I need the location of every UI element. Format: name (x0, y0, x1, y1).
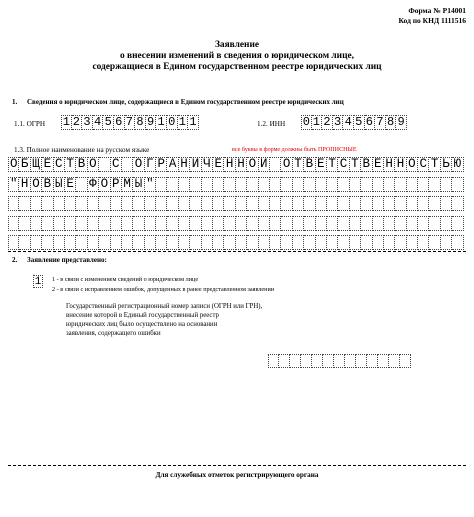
footer-divider (8, 465, 466, 466)
full-name-cell[interactable]: И (190, 157, 201, 172)
full-name-cell[interactable] (8, 196, 19, 211)
full-name-cell[interactable] (19, 196, 30, 211)
full-name-cell[interactable]: Г (145, 157, 156, 172)
full-name-cell[interactable] (19, 235, 30, 250)
grn-cell[interactable] (334, 354, 345, 368)
inn-cell[interactable]: 8 (386, 115, 397, 130)
full-name-cell[interactable] (179, 216, 190, 231)
inn-cell[interactable]: 6 (365, 115, 376, 130)
inn-cell[interactable]: 0 (302, 115, 310, 129)
full-name-cell[interactable] (350, 216, 361, 231)
full-name-cell[interactable] (316, 177, 327, 192)
grn-cell[interactable] (400, 354, 411, 368)
section1-heading: Сведения о юридическом лице, содержащиеся в Едином государственном реестре юридических лиц (27, 98, 344, 106)
section1-divider (8, 251, 466, 252)
full-name-cell[interactable] (350, 196, 361, 211)
full-name-cell[interactable] (395, 196, 406, 211)
full-name-cell[interactable]: Р (111, 177, 122, 192)
full-name-cell[interactable] (167, 216, 178, 231)
grn-text-line-4: заявления, содержащего ошибки (66, 330, 161, 337)
full-name-cell[interactable] (65, 196, 76, 211)
full-name-cell[interactable] (8, 235, 19, 250)
inn-field[interactable] (301, 115, 407, 130)
full-name-cell[interactable] (327, 235, 338, 250)
full-name-cell[interactable] (281, 216, 292, 231)
full-name-cell[interactable] (122, 157, 133, 172)
full-name-cell[interactable] (270, 216, 281, 231)
full-name-cell[interactable] (247, 177, 258, 192)
full-name-cell[interactable]: " (9, 176, 18, 191)
full-name-cell[interactable]: Е (42, 157, 53, 172)
full-name-cell[interactable] (190, 177, 201, 192)
full-name-cell[interactable]: Н (384, 157, 395, 172)
full-name-cell[interactable] (270, 235, 281, 250)
full-name-cell[interactable] (338, 177, 349, 192)
ogrn-cell[interactable]: 2 (72, 115, 83, 130)
full-name-cell[interactable] (99, 216, 110, 231)
full-name-cell[interactable] (111, 216, 122, 231)
ogrn-cell[interactable]: 6 (114, 115, 125, 130)
full-name-cell[interactable] (65, 235, 76, 250)
grn-text-line-3: юридических лиц было осуществлено на основании (66, 321, 218, 328)
full-name-cell[interactable]: С (418, 157, 429, 172)
full-name-cell[interactable] (304, 235, 315, 250)
full-name-cell[interactable] (8, 216, 19, 231)
full-name-cell[interactable]: Ы (133, 177, 144, 192)
full-name-cell[interactable] (281, 235, 292, 250)
full-name-cell[interactable] (88, 196, 99, 211)
full-name-cell[interactable] (293, 177, 304, 192)
full-name-cell[interactable] (122, 235, 133, 250)
full-name-cell[interactable] (167, 196, 178, 211)
full-name-cell[interactable] (373, 177, 384, 192)
ogrn-cell[interactable]: 9 (146, 115, 157, 130)
full-name-cell[interactable] (452, 196, 463, 211)
grn-cell[interactable] (312, 354, 323, 368)
full-name-cell[interactable] (99, 196, 110, 211)
full-name-row[interactable] (8, 177, 464, 192)
full-name-cell[interactable] (224, 196, 235, 211)
full-name-cell[interactable] (452, 235, 463, 250)
full-name-cell[interactable]: Н (395, 157, 406, 172)
full-name-cell[interactable] (384, 196, 395, 211)
full-name-cell[interactable] (361, 196, 372, 211)
full-name-cell[interactable] (338, 235, 349, 250)
full-name-cell[interactable] (429, 177, 440, 192)
grn-cell[interactable] (389, 354, 400, 368)
full-name-cell[interactable] (384, 177, 395, 192)
full-name-cell[interactable] (327, 216, 338, 231)
full-name-cell[interactable] (42, 196, 53, 211)
full-name-cell[interactable] (384, 216, 395, 231)
inn-cell[interactable]: 9 (396, 115, 407, 130)
full-name-cell[interactable] (236, 216, 247, 231)
full-name-cell[interactable] (31, 216, 42, 231)
full-name-cell[interactable] (224, 216, 235, 231)
full-name-cell[interactable] (88, 235, 99, 250)
full-name-cell[interactable] (213, 177, 224, 192)
full-name-cell[interactable] (236, 235, 247, 250)
full-name-cell[interactable] (361, 235, 372, 250)
full-name-cell[interactable] (441, 216, 452, 231)
full-name-cell[interactable] (145, 216, 156, 231)
full-name-cell[interactable]: Р (156, 157, 167, 172)
full-name-cell[interactable] (247, 235, 258, 250)
full-name-cell[interactable]: О (407, 157, 418, 172)
service-note: Для служебных отметок регистрирующего органа (155, 471, 319, 479)
full-name-cell[interactable]: Н (19, 177, 30, 192)
grn-cell[interactable] (367, 354, 378, 368)
full-name-cell[interactable] (76, 177, 87, 192)
inn-cell[interactable]: 7 (375, 115, 386, 130)
full-name-cell[interactable] (407, 235, 418, 250)
full-name-cell[interactable] (99, 235, 110, 250)
grn-cell[interactable] (345, 354, 356, 368)
grn-cell[interactable] (323, 354, 334, 368)
full-name-cell[interactable] (384, 235, 395, 250)
ogrn-cell[interactable]: 5 (103, 115, 114, 130)
ogrn-cell[interactable]: 4 (93, 115, 104, 130)
full-name-cell[interactable]: В (361, 157, 372, 172)
full-name-cell[interactable] (133, 196, 144, 211)
full-name-cell[interactable] (293, 235, 304, 250)
full-name-cell[interactable] (259, 216, 270, 231)
full-name-cell[interactable] (418, 235, 429, 250)
full-name-row[interactable] (8, 235, 464, 250)
full-name-cell[interactable] (395, 235, 406, 250)
full-name-cell[interactable] (213, 235, 224, 250)
full-name-cell[interactable] (179, 177, 190, 192)
full-name-cell[interactable] (99, 157, 110, 172)
full-name-cell[interactable]: В (76, 157, 87, 172)
full-name-cell[interactable] (316, 235, 327, 250)
full-name-cell[interactable] (452, 216, 463, 231)
full-name-cell[interactable] (19, 216, 30, 231)
full-name-cell[interactable] (202, 177, 213, 192)
full-name-cell[interactable] (133, 216, 144, 231)
full-name-cell[interactable] (259, 177, 270, 192)
full-name-cell[interactable] (31, 235, 42, 250)
full-name-cell[interactable] (190, 196, 201, 211)
ogrn-cell[interactable]: 8 (135, 115, 146, 130)
ogrn-cell[interactable]: 1 (178, 115, 189, 130)
ogrn-cell[interactable]: 1 (188, 115, 199, 130)
full-name-cell[interactable] (338, 216, 349, 231)
full-name-cell[interactable] (179, 235, 190, 250)
full-name-cell[interactable]: Й (259, 157, 270, 172)
grn-description (66, 302, 262, 338)
full-name-cell[interactable]: " (145, 177, 156, 192)
full-name-cell[interactable]: В (304, 157, 315, 172)
full-name-row[interactable] (8, 196, 464, 211)
full-name-cell[interactable] (452, 177, 463, 192)
full-name-cell[interactable] (213, 196, 224, 211)
ogrn-cell[interactable]: 7 (125, 115, 136, 130)
full-name-cell[interactable] (373, 216, 384, 231)
full-name-cell[interactable] (327, 196, 338, 211)
full-name-cell[interactable]: О (99, 177, 110, 192)
full-name-cell[interactable] (407, 196, 418, 211)
full-name-cell[interactable] (213, 216, 224, 231)
full-name-cell[interactable] (407, 177, 418, 192)
full-name-cell[interactable] (179, 196, 190, 211)
full-name-field[interactable] (8, 157, 464, 255)
full-name-cell[interactable] (293, 196, 304, 211)
full-name-cell[interactable]: Н (224, 157, 235, 172)
full-name-cell[interactable] (247, 216, 258, 231)
full-name-cell[interactable]: О (281, 157, 292, 172)
full-name-cell[interactable] (327, 177, 338, 192)
grn-cell[interactable] (301, 354, 312, 368)
full-name-cell[interactable] (76, 235, 87, 250)
full-name-cell[interactable]: Е (316, 157, 327, 172)
inn-cell[interactable]: 2 (322, 115, 333, 130)
full-name-cell[interactable]: С (338, 157, 349, 172)
full-name-cell[interactable]: Ф (88, 177, 99, 192)
full-name-cell[interactable]: Ы (54, 177, 65, 192)
full-name-cell[interactable] (156, 235, 167, 250)
full-name-cell[interactable] (202, 216, 213, 231)
full-name-cell[interactable]: Ч (202, 157, 213, 172)
ogrn-field[interactable] (61, 115, 199, 130)
full-name-cell[interactable] (54, 196, 65, 211)
full-name-cell[interactable] (441, 177, 452, 192)
full-name-cell[interactable] (236, 196, 247, 211)
full-name-cell[interactable]: О (133, 157, 144, 172)
full-name-cell[interactable]: О (88, 157, 99, 172)
full-name-cell[interactable]: Ю (452, 157, 463, 172)
caps-note: все буквы в форме должны быть ПРОПИСНЫЕ (232, 147, 357, 153)
full-name-cell[interactable] (236, 177, 247, 192)
full-name-cell[interactable] (202, 235, 213, 250)
ogrn-cell[interactable]: 1 (156, 115, 167, 130)
ogrn-cell[interactable]: 1 (62, 115, 70, 129)
full-name-cell[interactable] (156, 196, 167, 211)
title-line-1: Заявление (214, 40, 260, 50)
full-name-cell[interactable] (361, 216, 372, 231)
full-name-cell[interactable] (304, 196, 315, 211)
full-name-cell[interactable]: В (42, 177, 53, 192)
full-name-cell[interactable] (373, 196, 384, 211)
inn-cell[interactable]: 5 (354, 115, 365, 130)
full-name-cell[interactable] (65, 216, 76, 231)
full-name-cell[interactable] (270, 177, 281, 192)
full-name-cell[interactable] (111, 196, 122, 211)
full-name-cell[interactable] (54, 216, 65, 231)
full-name-label: 1.3. Полное наименование на русском языке (14, 146, 150, 154)
full-name-cell[interactable] (441, 235, 452, 250)
full-name-cell[interactable] (31, 196, 42, 211)
full-name-cell[interactable] (76, 216, 87, 231)
submission-reason-choice[interactable]: 1 (34, 276, 42, 288)
full-name-cell[interactable] (338, 196, 349, 211)
full-name-cell[interactable] (270, 196, 281, 211)
full-name-cell[interactable] (418, 177, 429, 192)
full-name-cell[interactable]: О (31, 177, 42, 192)
full-name-row[interactable] (8, 216, 464, 231)
full-name-cell[interactable] (429, 235, 440, 250)
full-name-cell[interactable] (156, 177, 167, 192)
inn-cell[interactable]: 3 (333, 115, 344, 130)
full-name-cell[interactable]: А (167, 157, 178, 172)
title-line-3: содержащиеся в Едином государственном реестре юридических лиц (92, 62, 382, 72)
full-name-cell[interactable] (54, 235, 65, 250)
full-name-cell[interactable] (156, 216, 167, 231)
full-name-cell[interactable] (350, 177, 361, 192)
full-name-cell[interactable]: Б (19, 157, 30, 172)
grn-text-line-1: Государственный регистрационный номер записи (ОГРН или ГРН), (66, 303, 263, 310)
full-name-cell[interactable] (145, 235, 156, 250)
full-name-cell[interactable] (350, 235, 361, 250)
full-name-cell[interactable] (190, 216, 201, 231)
full-name-cell[interactable] (304, 216, 315, 231)
full-name-cell[interactable] (42, 216, 53, 231)
form-number: Форма № Р14001 (408, 6, 466, 15)
full-name-cell[interactable] (122, 196, 133, 211)
full-name-cell[interactable] (316, 196, 327, 211)
full-name-cell[interactable] (111, 235, 122, 250)
full-name-cell[interactable]: М (122, 177, 133, 192)
full-name-cell[interactable] (167, 235, 178, 250)
grn-cell[interactable] (268, 354, 279, 368)
full-name-cell[interactable]: Е (213, 157, 224, 172)
full-name-cell[interactable] (224, 177, 235, 192)
full-name-cell[interactable]: О (9, 157, 18, 171)
grn-cell[interactable] (279, 354, 290, 368)
full-name-cell[interactable] (429, 216, 440, 231)
ogrn-label: 1.1. ОГРН (14, 120, 46, 128)
inn-cell[interactable]: 4 (343, 115, 354, 130)
full-name-cell[interactable] (418, 216, 429, 231)
reason-option-2: 2 - в связи с исправлением ошибок, допущенных в ранее представленном заявлении (52, 286, 275, 293)
full-name-cell[interactable] (293, 216, 304, 231)
full-name-cell[interactable]: С (54, 157, 65, 172)
full-name-cell[interactable] (190, 235, 201, 250)
knd-code: Код по КНД 1111516 (398, 16, 466, 25)
full-name-cell[interactable]: Т (327, 157, 338, 172)
form-title (0, 40, 474, 73)
full-name-cell[interactable]: Т (429, 157, 440, 172)
full-name-row[interactable] (8, 157, 464, 172)
full-name-cell[interactable] (247, 196, 258, 211)
full-name-cell[interactable] (133, 235, 144, 250)
full-name-cell[interactable] (361, 177, 372, 192)
full-name-cell[interactable]: Т (65, 157, 76, 172)
full-name-cell[interactable]: Н (179, 157, 190, 172)
full-name-cell[interactable] (281, 177, 292, 192)
section1-number: 1. (12, 98, 18, 106)
grn-field[interactable] (268, 354, 411, 368)
full-name-cell[interactable] (441, 196, 452, 211)
inn-label: 1.2. ИНН (257, 120, 286, 128)
reason-option-1: 1 - в связи с изменением сведений о юридическом лице (52, 276, 199, 283)
full-name-cell[interactable]: Ь (441, 157, 452, 172)
full-name-cell[interactable] (418, 196, 429, 211)
full-name-cell[interactable] (76, 196, 87, 211)
full-name-cell[interactable] (316, 216, 327, 231)
full-name-cell[interactable] (224, 235, 235, 250)
full-name-cell[interactable] (281, 196, 292, 211)
full-name-cell[interactable] (202, 196, 213, 211)
full-name-cell[interactable]: Е (373, 157, 384, 172)
grn-text-line-2: внесение которой в Единый государственный реестр (66, 312, 219, 319)
ogrn-cell[interactable]: 0 (167, 115, 178, 130)
full-name-cell[interactable]: С (111, 157, 122, 172)
full-name-cell[interactable] (270, 157, 281, 172)
full-name-cell[interactable] (429, 196, 440, 211)
full-name-cell[interactable]: О (247, 157, 258, 172)
section2-number: 2. (12, 256, 18, 264)
full-name-cell[interactable] (407, 216, 418, 231)
title-line-2: о внесении изменений в сведения о юридическом лице, (119, 51, 354, 61)
grn-cell[interactable] (290, 354, 301, 368)
full-name-cell[interactable] (88, 216, 99, 231)
full-name-cell[interactable]: Щ (31, 157, 42, 172)
full-name-cell[interactable] (42, 235, 53, 250)
grn-cell[interactable] (378, 354, 389, 368)
full-name-cell[interactable] (373, 235, 384, 250)
full-name-cell[interactable]: Е (65, 177, 76, 192)
full-name-cell[interactable] (259, 196, 270, 211)
section2-heading: Заявление представлено: (27, 256, 107, 264)
grn-cell[interactable] (356, 354, 367, 368)
full-name-cell[interactable]: Н (236, 157, 247, 172)
full-name-cell[interactable] (145, 196, 156, 211)
full-name-cell[interactable] (259, 235, 270, 250)
full-name-cell[interactable] (122, 216, 133, 231)
full-name-cell[interactable] (304, 177, 315, 192)
ogrn-cell[interactable]: 3 (82, 115, 93, 130)
full-name-cell[interactable] (395, 216, 406, 231)
full-name-cell[interactable] (167, 177, 178, 192)
full-name-cell[interactable]: Т (293, 157, 304, 172)
inn-cell[interactable]: 1 (312, 115, 323, 130)
full-name-cell[interactable]: Т (350, 157, 361, 172)
full-name-cell[interactable] (395, 177, 406, 192)
